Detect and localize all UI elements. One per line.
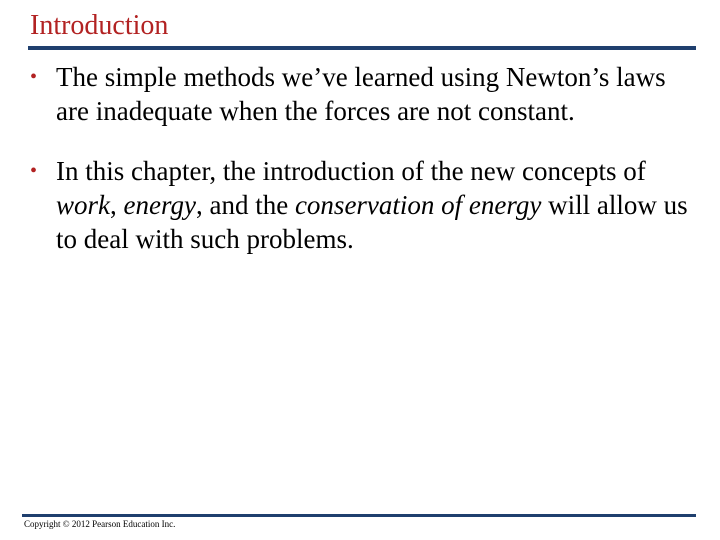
bullet-dot-icon: • bbox=[30, 66, 38, 88]
term-work: work bbox=[56, 190, 110, 220]
term-energy: energy bbox=[123, 190, 196, 220]
slide-title: Introduction bbox=[30, 10, 169, 41]
bullet-text bbox=[56, 156, 688, 254]
bullet-text-part: , bbox=[110, 190, 124, 220]
bullet-text-part: will allow us to deal with such problems. bbox=[56, 190, 688, 254]
copyright-footer: Copyright © 2012 Pearson Education Inc. bbox=[24, 519, 176, 529]
footer-divider bbox=[22, 514, 696, 517]
term-conservation-of-energy: conservation of energy bbox=[294, 190, 542, 220]
bullet-item bbox=[30, 60, 700, 128]
bullet-text-part: In this chapter, the introduction of the new concepts of bbox=[56, 156, 646, 186]
title-divider bbox=[28, 46, 696, 50]
bullet-dot-icon: • bbox=[30, 160, 38, 182]
bullet-list bbox=[30, 60, 700, 282]
bullet-item bbox=[30, 154, 700, 256]
bullet-text-part: , and the bbox=[195, 190, 295, 220]
bullet-text: The simple methods we’ve learned using Newton’s laws are inadequate when the forces are not constant. bbox=[56, 62, 666, 126]
